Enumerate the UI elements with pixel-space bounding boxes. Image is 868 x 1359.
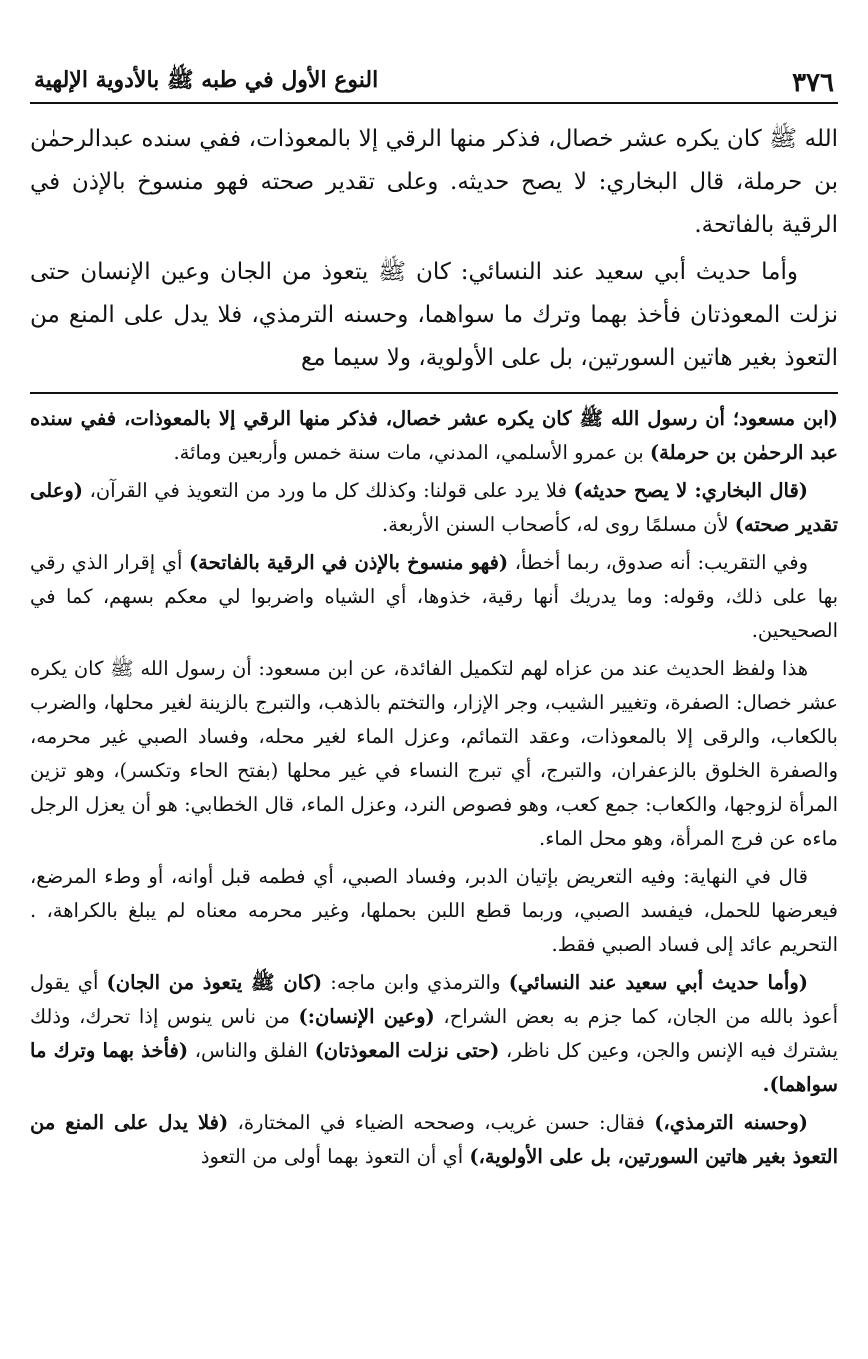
commentary-text: أي إقرار الذي رقي بها على ذلك، وقوله: وما يدريك أنها رقية، خذوها، أي الشياه واضربوا لي معكم بسهم، كما في الصحيحين. [30, 551, 838, 642]
quoted-text: (ابن مسعود؛ أن رسول الله ﷺ كان يكره عشر خصال، فذكر منها الرقي إلا بالمعوذات، ففي سنده عبد الرحمٰن بن حرملة) [30, 407, 838, 464]
running-title: النوع الأول في طبه ﷺ بالأدوية الإلهية [34, 67, 379, 93]
commentary-paragraph-1 [30, 402, 838, 470]
commentary-paragraph-7 [30, 1106, 838, 1174]
text-commentary-divider [30, 392, 838, 394]
page-number: ٣٧٦ [792, 68, 834, 98]
commentary-paragraph-5 [30, 860, 838, 962]
commentary-text: الفلق والناس، [188, 1039, 315, 1062]
commentary-text: فقال: حسن غريب، وصححه الضياء في المختارة، [228, 1111, 655, 1134]
commentary-paragraph-6 [30, 966, 838, 1102]
main-text [30, 118, 838, 380]
main-paragraph-2: وأما حديث أبي سعيد عند النسائي: كان ﷺ يتعوذ من الجان وعين الإنسان حتى نزلت المعوذتان فأخذ بهما وترك ما سواهما، وحسنه الترمذي، فلا يدل على المنع من التعوذ بغير هاتين السورتين، بل على الأولوية، ولا سيما مع [30, 259, 838, 371]
commentary-paragraph-4 [30, 652, 838, 856]
commentary-paragraph-3 [30, 546, 838, 648]
commentary-text: وفي التقريب: أنه صدوق، ربما أخطأ، [508, 551, 808, 574]
quoted-text: (فلا يدل على المنع من التعوذ بغير هاتين السورتين، بل على الأولوية،) [30, 1111, 838, 1168]
quoted-text: (كان ﷺ يتعوذ من الجان) [106, 971, 323, 994]
quoted-text: (فأخذ بهما وترك ما سواهما). [30, 1039, 838, 1096]
page-header [30, 58, 838, 104]
commentary-text: من ناس ينوس إذا تحرك، وذلك يشترك فيه الإنس والجن، وعين كل ناظر، [30, 1005, 838, 1062]
main-paragraph-1: الله ﷺ كان يكره عشر خصال، فذكر منها الرقي إلا بالمعوذات، ففي سنده عبدالرحمٰن بن حرملة، قال البخاري: لا يصح حديثه. وعلى تقدير صحته فهو منسوخ بالإذن في الرقية بالفاتحة. [30, 126, 838, 238]
quoted-text: (فهو منسوخ بالإذن في الرقية بالفاتحة) [188, 551, 509, 574]
commentary-text: والترمذي وابن ماجه: [322, 971, 509, 994]
commentary-text: لأن مسلمًا روى له، كأصحاب السنن الأربعة. [382, 513, 735, 536]
quoted-text: (وأما حديث أبي سعيد عند النسائي) [508, 971, 808, 994]
quoted-text: (قال البخاري: لا يصح حديثه) [573, 479, 808, 502]
commentary-text: أي يقول أعوذ بالله من الجان، كما جزم به بعض الشراح، [30, 971, 838, 1028]
commentary [30, 402, 838, 1174]
commentary-text: بن عمرو الأسلمي، المدني، مات سنة خمس وأربعين ومائة. [173, 441, 650, 464]
commentary-text: قال في النهاية: وفيه التعريض بإتيان الدبر، وفساد الصبي، أي فطمه قبل أوانه، أو وطء المرضع، فيعرضها للحمل، فيفسد الصبي، وربما قطع اللبن بحملها، وغير محرمه معناه لم يبلغ بالكراهة، . التحريم عائد إلى فساد الصبي فقط. [30, 865, 838, 956]
commentary-text: هذا ولفظ الحديث عند من عزاه لهم لتكميل الفائدة، عن ابن مسعود: أن رسول الله ﷺ كان يكره عشر خصال: الصفرة، وتغيير الشيب، وجر الإزار، والتختم بالذهب، والتبرج بالزينة لغير محلها، والضرب بالكعاب، والرقى إلا بالمعوذات، وعقد التمائم، وعزل الماء لغير محله، وفساد الصبي غير محرمه، والصفرة الخلوق بالزعفران، والتبرج، أي تبرج النساء في غير محلها (بفتح الحاء وتكسر)، وهو تزين المرأة لزوجها، والكعاب: جمع كعب، وهو فصوص النرد، وعزل الماء، قال الخطابي: هو أن يعزل الرجل ماءه عن فرج المرأة، وهو محل الماء. [30, 657, 838, 850]
quoted-text: (وعين الإنسان:) [298, 1005, 435, 1028]
commentary-text: أي أن التعوذ بهما أولى من التعوذ [200, 1145, 470, 1168]
quoted-text: (وعلى تقدير صحته) [30, 479, 838, 536]
commentary-text: فلا يرد على قولنا: وكذلك كل ما ورد من التعويذ في القرآن، [83, 479, 574, 502]
quoted-text: (حتى نزلت المعوذتان) [314, 1039, 500, 1062]
quoted-text: (وحسنه الترمذي،) [654, 1111, 808, 1134]
commentary-paragraph-2 [30, 474, 838, 542]
